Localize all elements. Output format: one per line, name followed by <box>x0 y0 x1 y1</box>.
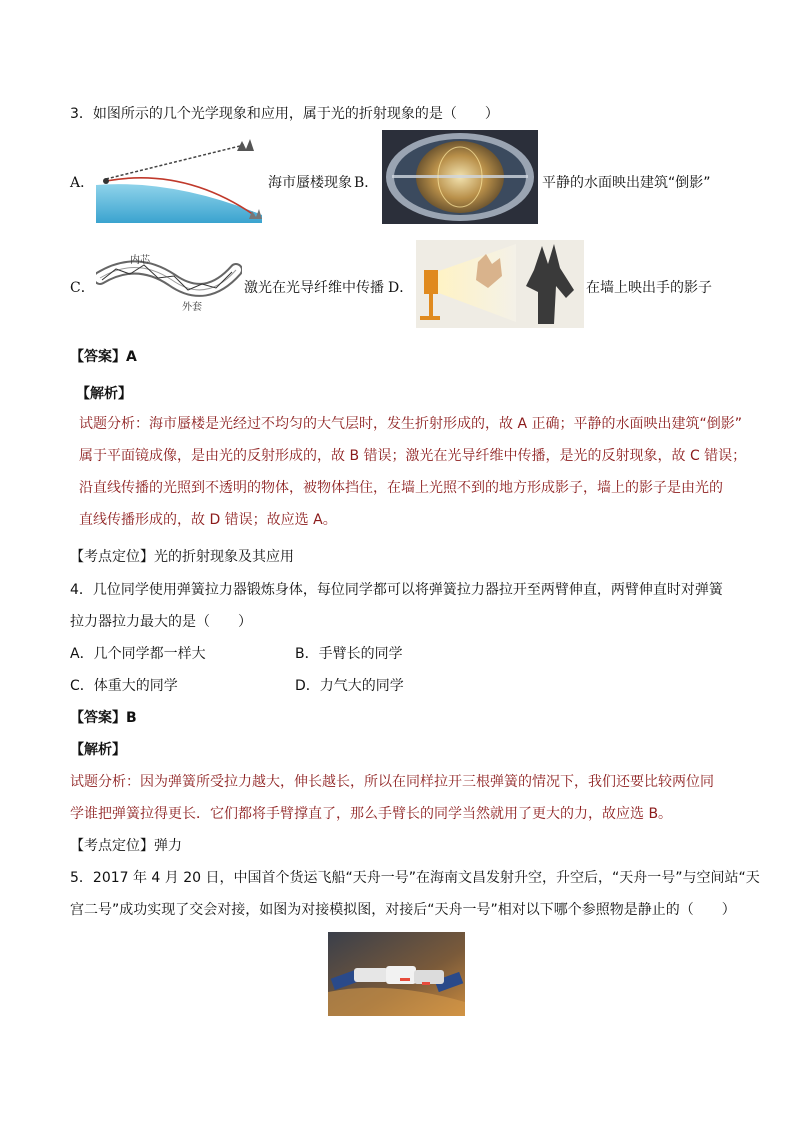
q4-stem-line-1: 4．几位同学使用弹簧拉力器锻炼身体，每位同学都可以将弹簧拉力器拉开至两臂伸直，两臂伸直时对弹簧 <box>70 582 723 598</box>
mirage-image <box>94 137 264 223</box>
q3-option-d-letter: D． <box>388 280 414 296</box>
q4-analysis-line-1: 试题分析：因为弹簧所受拉力越大，伸长越长，所以在同样拉开三根弹簧的情况下，我们还要比较两位同 <box>70 774 714 790</box>
q3-analysis-line-2: 属于平面镜成像，是由光的反射形成的，故 B 错误；激光在光导纤维中传播，是光的反射现象，故 C 错误； <box>79 448 747 464</box>
optical-fiber-image <box>96 250 242 320</box>
q3-analysis-label: 【解析】 <box>76 386 132 402</box>
q4-analysis-line-2: 学谁把弹簧拉得更长．它们都将手臂撑直了，那么手臂长的同学当然就用了更大的力，故应选 B。 <box>70 806 673 822</box>
q3-answer: 【答案】A <box>70 349 137 365</box>
q3-option-d-text: 在墙上映出手的影子 <box>586 280 712 296</box>
q3-analysis-line-3: 沿直线传播的光照到不透明的物体，被物体挡住，在墙上光照不到的地方形成影子，墙上的影子是由光的 <box>79 480 723 496</box>
q3-option-a-text: 海市蜃楼现象 <box>268 175 352 191</box>
q5-stem-line-2: 宫二号”成功实现了交会对接，如图为对接模拟图，对接后“天舟一号”相对以下哪个参照物是静止的（ ） <box>70 902 736 918</box>
q3-kaodian: 【考点定位】光的折射现象及其应用 <box>70 549 294 565</box>
q4-option-b: B．手臂长的同学 <box>295 646 403 662</box>
q4-kaodian: 【考点定位】弹力 <box>70 838 182 854</box>
q3-option-c-letter: C． <box>70 280 95 296</box>
q3-option-b-text: 平静的水面映出建筑“倒影” <box>542 175 711 191</box>
hand-shadow-image <box>416 240 584 328</box>
q4-stem-line-2: 拉力器拉力最大的是（ ） <box>70 614 252 630</box>
q5-stem-line-1: 5．2017 年 4 月 20 日，中国首个货运飞船“天舟一号”在海南文昌发射升空，升空后，“天舟一号”与空间站“天 <box>70 870 760 886</box>
q3-analysis-line-4: 直线传播形成的，故 D 错误；故应选 A。 <box>79 512 337 528</box>
q4-option-d: D．力气大的同学 <box>295 678 404 694</box>
building-reflection-image <box>382 130 538 224</box>
q4-analysis-label: 【解析】 <box>70 742 126 758</box>
q3-option-c-text: 激光在光导纤维中传播 <box>244 280 384 296</box>
q4-option-a: A．几个同学都一样大 <box>70 646 206 662</box>
spacecraft-docking-image <box>328 932 465 1016</box>
fiber-label-outer: 外套 <box>182 302 202 313</box>
q3-analysis-line-1: 试题分析：海市蜃楼是光经过不均匀的大气层时，发生折射形成的，故 A 正确；平静的水面映出建筑“倒影” <box>79 416 742 432</box>
fiber-label-inner: 内芯 <box>130 255 150 266</box>
q3-option-b-letter: B． <box>354 175 379 191</box>
q4-answer: 【答案】B <box>70 710 137 726</box>
q3-stem: 3．如图所示的几个光学现象和应用，属于光的折射现象的是（ ） <box>70 106 499 122</box>
q4-option-c: C．体重大的同学 <box>70 678 178 694</box>
q3-option-a-letter: A． <box>70 175 95 191</box>
